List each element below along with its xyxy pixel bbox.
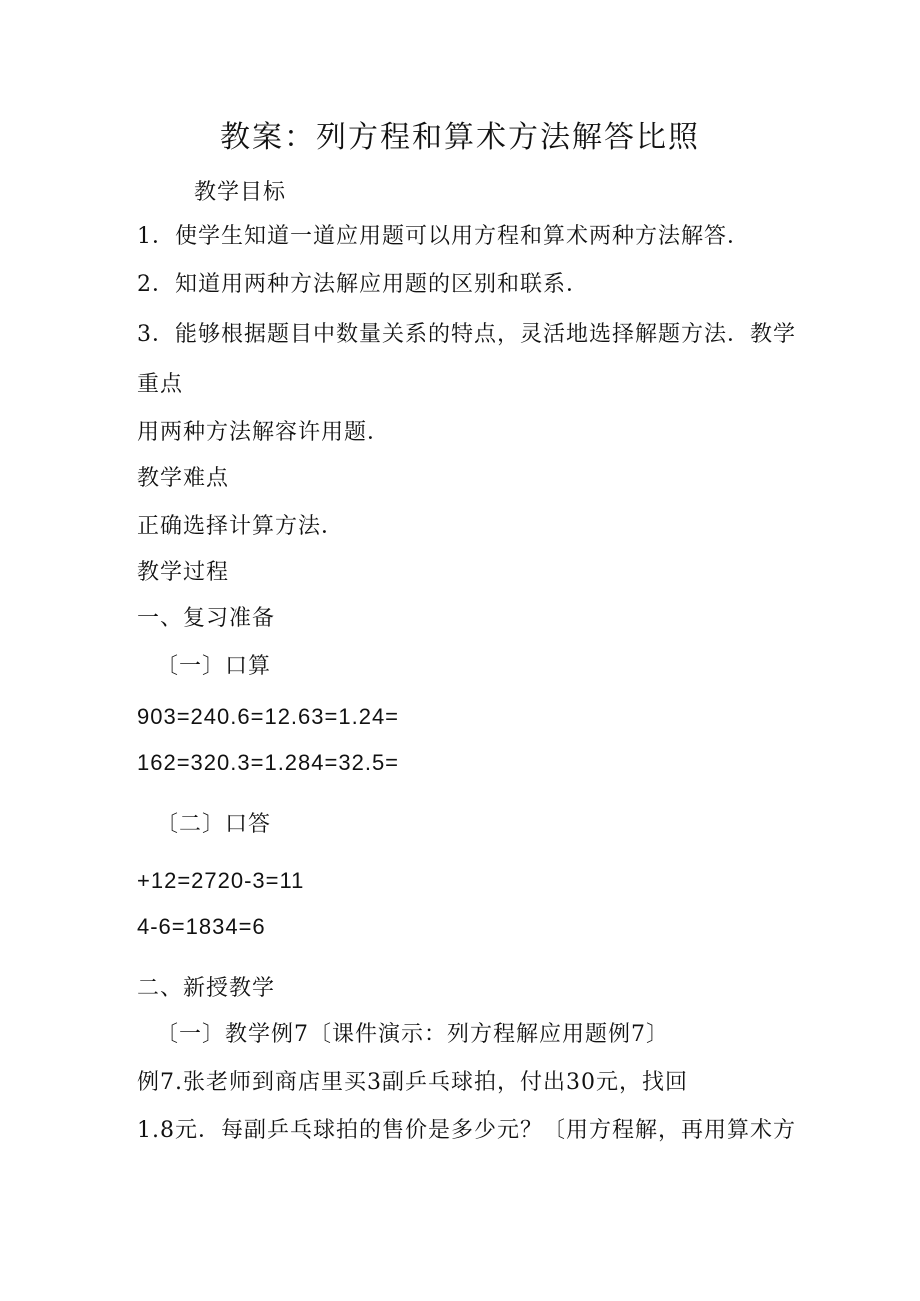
heading-difficulties: 教学难点 — [137, 466, 230, 491]
key-points-text: 用两种方法解容许用题． — [137, 420, 391, 445]
difficulties-text: 正确选择计算方法． — [137, 514, 345, 539]
heading-process: 教学过程 — [137, 560, 230, 585]
mental-calc-line-2: 162=320.3=1.284=32.5= — [137, 750, 400, 775]
goal-item-1: 1．使学生知道一道应用题可以用方程和算术两种方法解答． — [137, 224, 750, 249]
section-review: 一、复习准备 — [137, 606, 276, 631]
oral-answer-line-1: +12=2720-3=11 — [137, 868, 305, 893]
example-7-line-1: 例7.张老师到商店里买3副乒乓球拍，付出30元，找回 — [137, 1070, 688, 1095]
heading-teaching-goals: 教学目标 — [194, 180, 287, 205]
heading-key-points: 重点 — [137, 372, 184, 397]
subsection-oral-answer: 〔二〕口答 — [156, 812, 272, 837]
document-title: 教案：列方程和算术方法解答比照 — [220, 120, 700, 155]
oral-answer-line-2: 4-6=1834=6 — [137, 914, 266, 939]
example-7-line-2: 1.8元．每副乒乓球拍的售价是多少元？〔用方程解，再用算术方 — [137, 1118, 796, 1143]
goal-item-3: 3．能够根据题目中数量关系的特点，灵活地选择解题方法．教学 — [137, 322, 796, 347]
mental-calc-line-1: 903=240.6=12.63=1.24= — [137, 704, 400, 729]
goal-item-2: 2．知道用两种方法解应用题的区别和联系． — [137, 272, 589, 297]
subsection-mental-calc: 〔一〕口算 — [156, 654, 272, 679]
subsection-example-7: 〔一〕教学例7〔课件演示：列方程解应用题例7〕 — [156, 1022, 669, 1047]
section-new-teaching: 二、新授教学 — [137, 976, 276, 1001]
